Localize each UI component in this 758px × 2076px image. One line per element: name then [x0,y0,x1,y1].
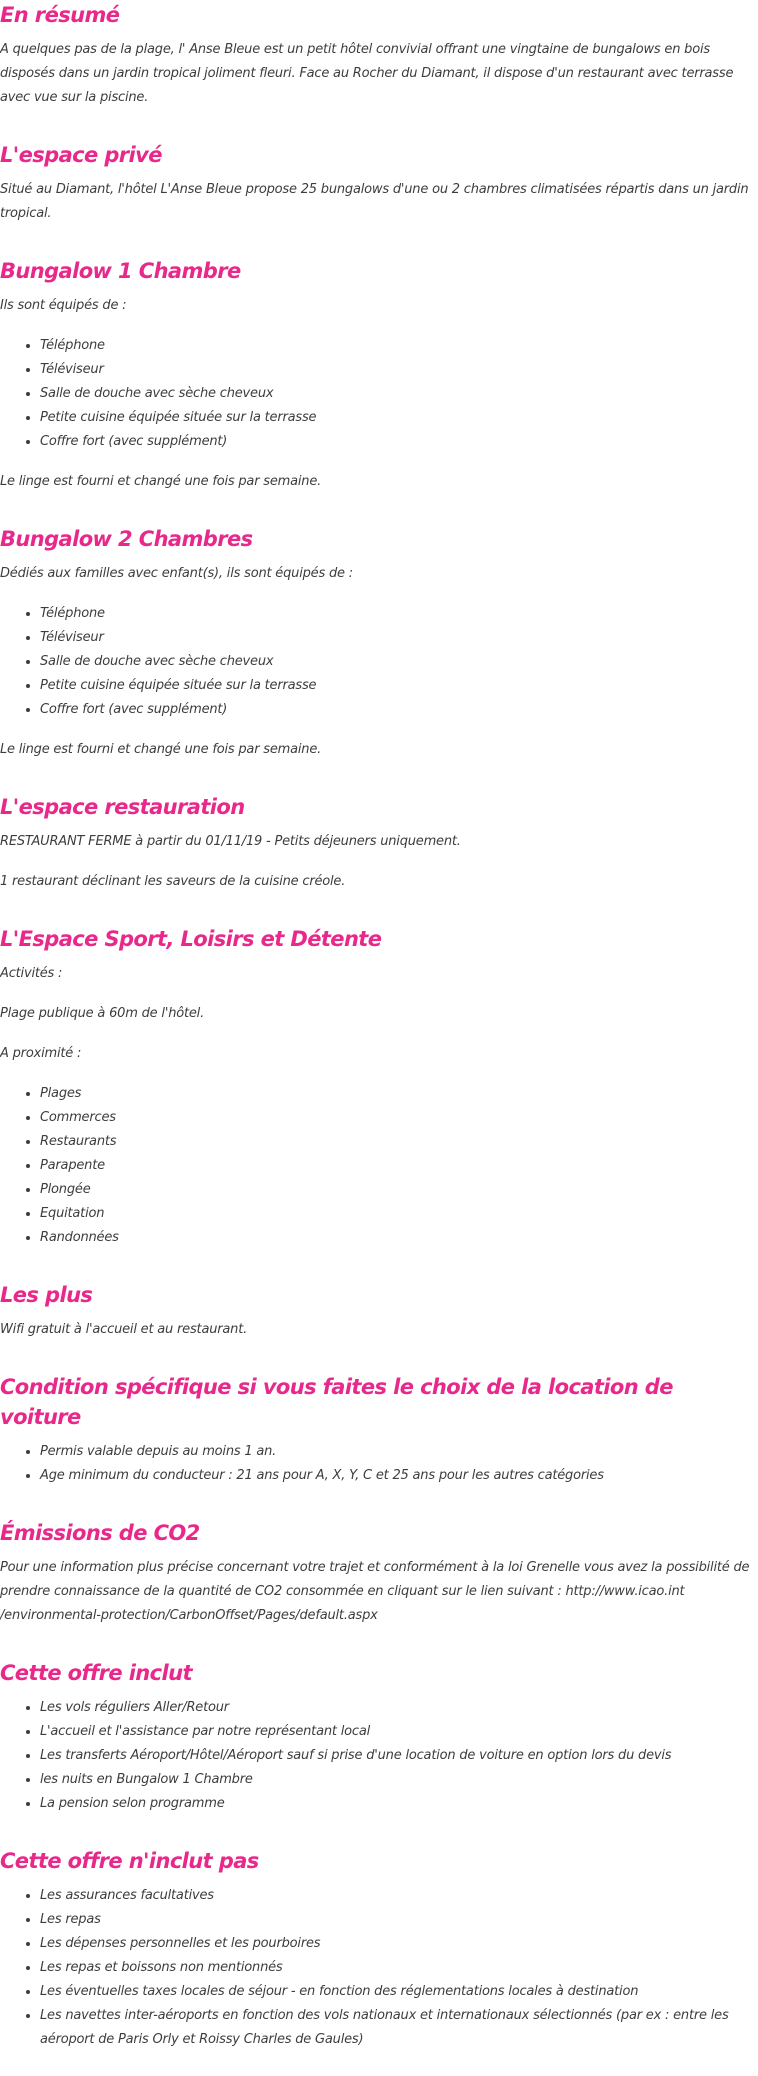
section-sport-loisirs [0,924,758,1250]
list-item: • L'accueil et l'assistance par notre représentant local [40,1720,758,1744]
offre-inclut-list [0,1696,758,1816]
list-item: • Téléphone [40,602,758,626]
section-restauration [0,792,758,894]
restauration-description: 1 restaurant déclinant les saveurs de la cuisine créole. [0,874,346,889]
proximite-list [0,1082,758,1250]
heading-sport-loisirs: L'Espace Sport, Loisirs et Détente [0,927,382,951]
list-item: • Coffre fort (avec supplément) [40,430,758,454]
restauration-closed-notice: RESTAURANT FERME à partir du 01/11/19 - Petits déjeuners uniquement. [0,834,461,849]
heading-offre-inclut: Cette offre inclut [0,1661,192,1685]
list-item: • La pension selon programme [40,1792,758,1816]
heading-les-plus: Les plus [0,1283,93,1307]
bungalow-1-note: Le linge est fourni et changé une fois par semaine. [0,474,322,489]
list-item: • Petite cuisine équipée située sur la terrasse [40,406,758,430]
list-item: • Parapente [40,1154,758,1178]
list-item: • Téléphone [40,334,758,358]
co2-text: Pour une information plus précise concernant votre trajet et conformément à la loi Grenelle vous avez la possibilité de prendre connaissance de la quantité de CO2 consommée en cliquant sur le lien suivant : http://www.icao.int [0,1560,750,1599]
activites-label: Activités : [0,966,63,981]
bungalow-1-intro: Ils sont équipés de : [0,298,127,313]
heading-bungalow-2: Bungalow 2 Chambres [0,527,253,551]
list-item: • Les repas [40,1908,758,1932]
bungalow-2-note: Le linge est fourni et changé une fois par semaine. [0,742,322,757]
list-item: • Coffre fort (avec supplément) [40,698,758,722]
section-bungalow-1 [0,256,758,494]
heading-restauration: L'espace restauration [0,795,245,819]
list-item: • Age minimum du conducteur : 21 ans pour A, X, Y, C et 25 ans pour les autres catégories [40,1464,758,1488]
list-item: • Les vols réguliers Aller/Retour [40,1696,758,1720]
list-item: • Les transferts Aéroport/Hôtel/Aéroport sauf si prise d'une location de voiture en option lors du devis [40,1744,758,1768]
section-offre-ninclut [0,1846,758,2052]
heading-co2: Émissions de CO2 [0,1521,200,1545]
bungalow-1-equipment-list [0,334,758,454]
bungalow-2-intro: Dédiés aux familles avec enfant(s), ils sont équipés de : [0,566,353,581]
list-item: • Commerces [40,1106,758,1130]
list-item: • Les assurances facultatives [40,1884,758,1908]
location-voiture-conditions-list [0,1440,758,1488]
list-item: • Equitation [40,1202,758,1226]
heading-bungalow-1: Bungalow 1 Chambre [0,259,241,283]
heading-offre-ninclut: Cette offre n'inclut pas [0,1849,259,1873]
section-resume [0,0,758,110]
heading-location-voiture: Condition spécifique si vous faites le choix de la location de voiture [0,1375,673,1429]
list-item: • Salle de douche avec sèche cheveux [40,382,758,406]
list-item: • les nuits en Bungalow 1 Chambre [40,1768,758,1792]
section-offre-inclut [0,1658,758,1816]
section-co2 [0,1518,758,1628]
co2-paragraph [0,1556,758,1628]
section-location-voiture [0,1372,758,1488]
bungalow-2-equipment-list [0,602,758,722]
list-item: • Les navettes inter-aéroports en fonction des vols nationaux et internationaux sélectionnés (par ex : entre les aéroport de Paris Orly et Roissy Charles de Gaules) [40,2004,758,2052]
list-item: • Plages [40,1082,758,1106]
section-les-plus [0,1280,758,1342]
list-item: • Les éventuelles taxes locales de séjour - en fonction des réglementations locales à destination [40,1980,758,2004]
heading-espace-prive: L'espace privé [0,143,162,167]
list-item: • Restaurants [40,1130,758,1154]
list-item: • Les dépenses personnelles et les pourboires [40,1932,758,1956]
list-item: • Permis valable depuis au moins 1 an. [40,1440,758,1464]
section-espace-prive [0,140,758,226]
espace-prive-paragraph: Situé au Diamant, l'hôtel L'Anse Bleue propose 25 bungalows d'une ou 2 chambres climatisées répartis dans un jardin tropical. [0,182,749,221]
list-item: • Randonnées [40,1226,758,1250]
section-bungalow-2 [0,524,758,762]
co2-link-path: /environmental-protection/CarbonOffset/Pages/default.aspx [0,1608,378,1623]
resume-paragraph: A quelques pas de la plage, l' Anse Bleue est un petit hôtel convivial offrant une vingtaine de bungalows en bois disposés dans un jardin tropical joliment fleuri. Face au Rocher du Diamant, il dispose d'un restaurant avec terrasse avec vue sur la piscine. [0,42,734,105]
plage-publique-text: Plage publique à 60m de l'hôtel. [0,1006,205,1021]
list-item: • Salle de douche avec sèche cheveux [40,650,758,674]
proximite-label: A proximité : [0,1046,82,1061]
list-item: • Téléviseur [40,626,758,650]
list-item: • Plongée [40,1178,758,1202]
list-item: • Petite cuisine équipée située sur la terrasse [40,674,758,698]
list-item: • Téléviseur [40,358,758,382]
list-item: • Les repas et boissons non mentionnés [40,1956,758,1980]
heading-resume: En résumé [0,3,120,27]
les-plus-paragraph: Wifi gratuit à l'accueil et au restaurant. [0,1322,248,1337]
offre-ninclut-list [0,1884,758,2052]
